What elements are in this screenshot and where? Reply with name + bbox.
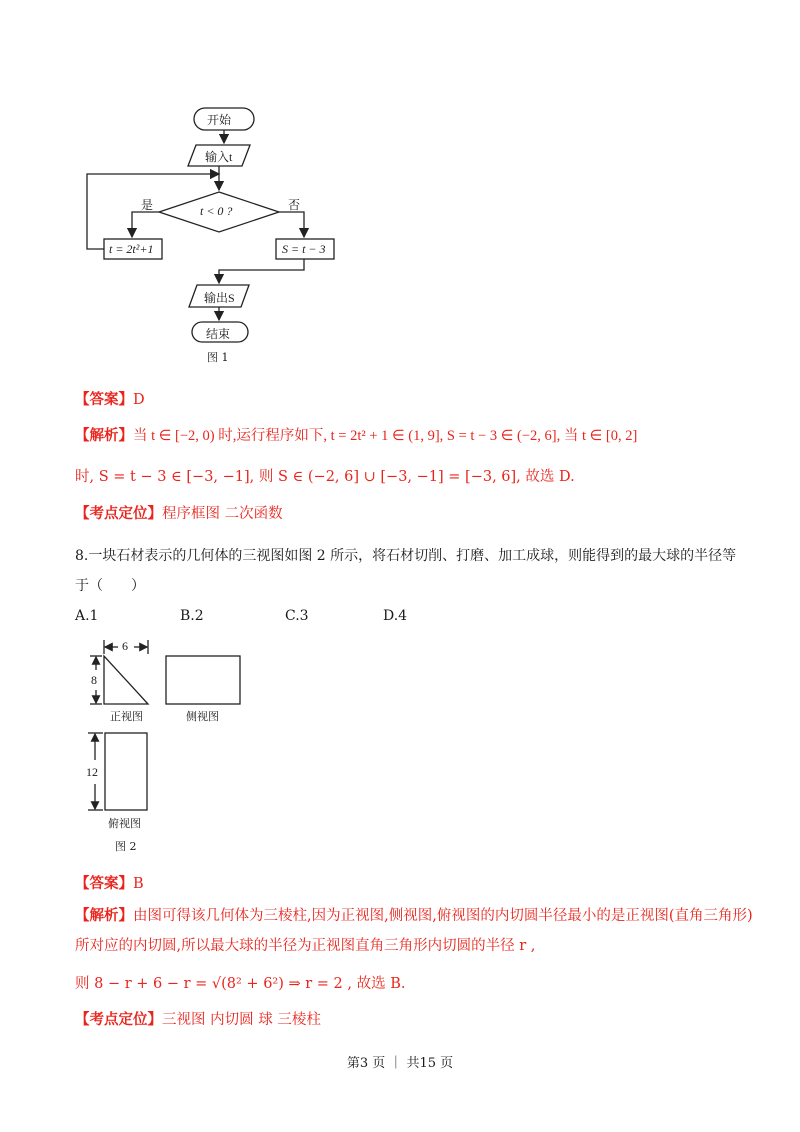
flow-output-text: 输出S (204, 291, 235, 305)
q8-knowledge-text: 三视图 内切圆 球 三棱柱 (162, 1012, 321, 1028)
q7-analysis-text1: 当 t ∈ [−2, 0) 时,运行程序如下, t = 2t² + 1 ∈ (1, 9], S = t − 3 ∈ (−2, 6], 当 t ∈ [0, 2] (133, 428, 638, 444)
q7-knowledge-text: 程序框图 二次函数 (162, 506, 283, 522)
figure1-caption: 图 1 (207, 351, 229, 364)
q8-answer-value: B (133, 876, 144, 892)
q7-answer-tag: 【答案】 (75, 391, 133, 408)
side-view-label: 侧视图 (186, 710, 219, 723)
q8-option-b: B.2 (180, 608, 204, 624)
q8-knowledge (75, 1008, 321, 1029)
dim-top-label: 6 (122, 639, 128, 653)
q8-question-line1: 8.一块石材表示的几何体的三视图如图 2 所示，将石材切削、打磨、加工成球，则能得到的最大球的半径等 (75, 548, 737, 564)
q8-option-c: C.3 (285, 608, 309, 624)
top-view-label: 俯视图 (108, 817, 141, 830)
flow-end-text: 结束 (206, 327, 231, 341)
flow-condition-text: t < 0 ? (200, 204, 233, 218)
page-footer: 第3 页 ｜ 共15 页 (346, 1056, 454, 1071)
dim-left-label: 8 (91, 673, 97, 687)
figure2-caption: 图 2 (115, 840, 137, 853)
front-view-triangle (104, 656, 148, 704)
q7-analysis-tag: 【解析】 (75, 427, 133, 444)
q8-answer-tag: 【答案】 (75, 875, 133, 892)
q8-analysis-tag: 【解析】 (75, 907, 133, 924)
q8-analysis-line2: 所对应的内切圆,所以最大球的半径为正视图直角三角形内切圆的半径 r , (75, 938, 536, 954)
q8-knowledge-tag: 【考点定位】 (75, 1011, 162, 1028)
flow-start-text: 开始 (207, 113, 232, 127)
q7-answer-value: D (133, 392, 145, 408)
q8-answer (75, 872, 144, 893)
q8-option-d: D.4 (383, 608, 408, 624)
q8-analysis-line3: 则 8 − r + 6 − r = √(8² + 6²) ⇒ r = 2 , 故选 B. (75, 976, 406, 992)
q7-knowledge-tag: 【考点定位】 (75, 505, 162, 522)
q7-analysis-line2: 时, S = t − 3 ∈ [−3, −1], 则 S ∈ (−2, 6] ∪ [−3, −1] = [−3, 6], 故选 D. (75, 469, 575, 485)
q8-question-line2: 于（ ） (75, 578, 145, 594)
side-view-rect (166, 656, 240, 704)
flow-input-text: 输入t (205, 150, 233, 164)
q8-analysis-text1: 由图可得该几何体为三棱柱,因为正视图,侧视图,俯视图的内切圆半径最小的是正视图(直角三角形) (133, 908, 753, 924)
flow-yes-label: 是 (141, 198, 154, 212)
q8-analysis-line1 (75, 904, 753, 925)
dim-bottom-label: 12 (86, 765, 98, 779)
front-view-label: 正视图 (110, 710, 143, 723)
flow-left-box-text: t = 2t²+1 (109, 242, 154, 256)
flow-right-box-text: S = t − 3 (282, 242, 326, 256)
flow-no-label: 否 (288, 198, 301, 212)
q8-option-a: A.1 (75, 608, 99, 624)
top-view-rect (105, 733, 147, 810)
